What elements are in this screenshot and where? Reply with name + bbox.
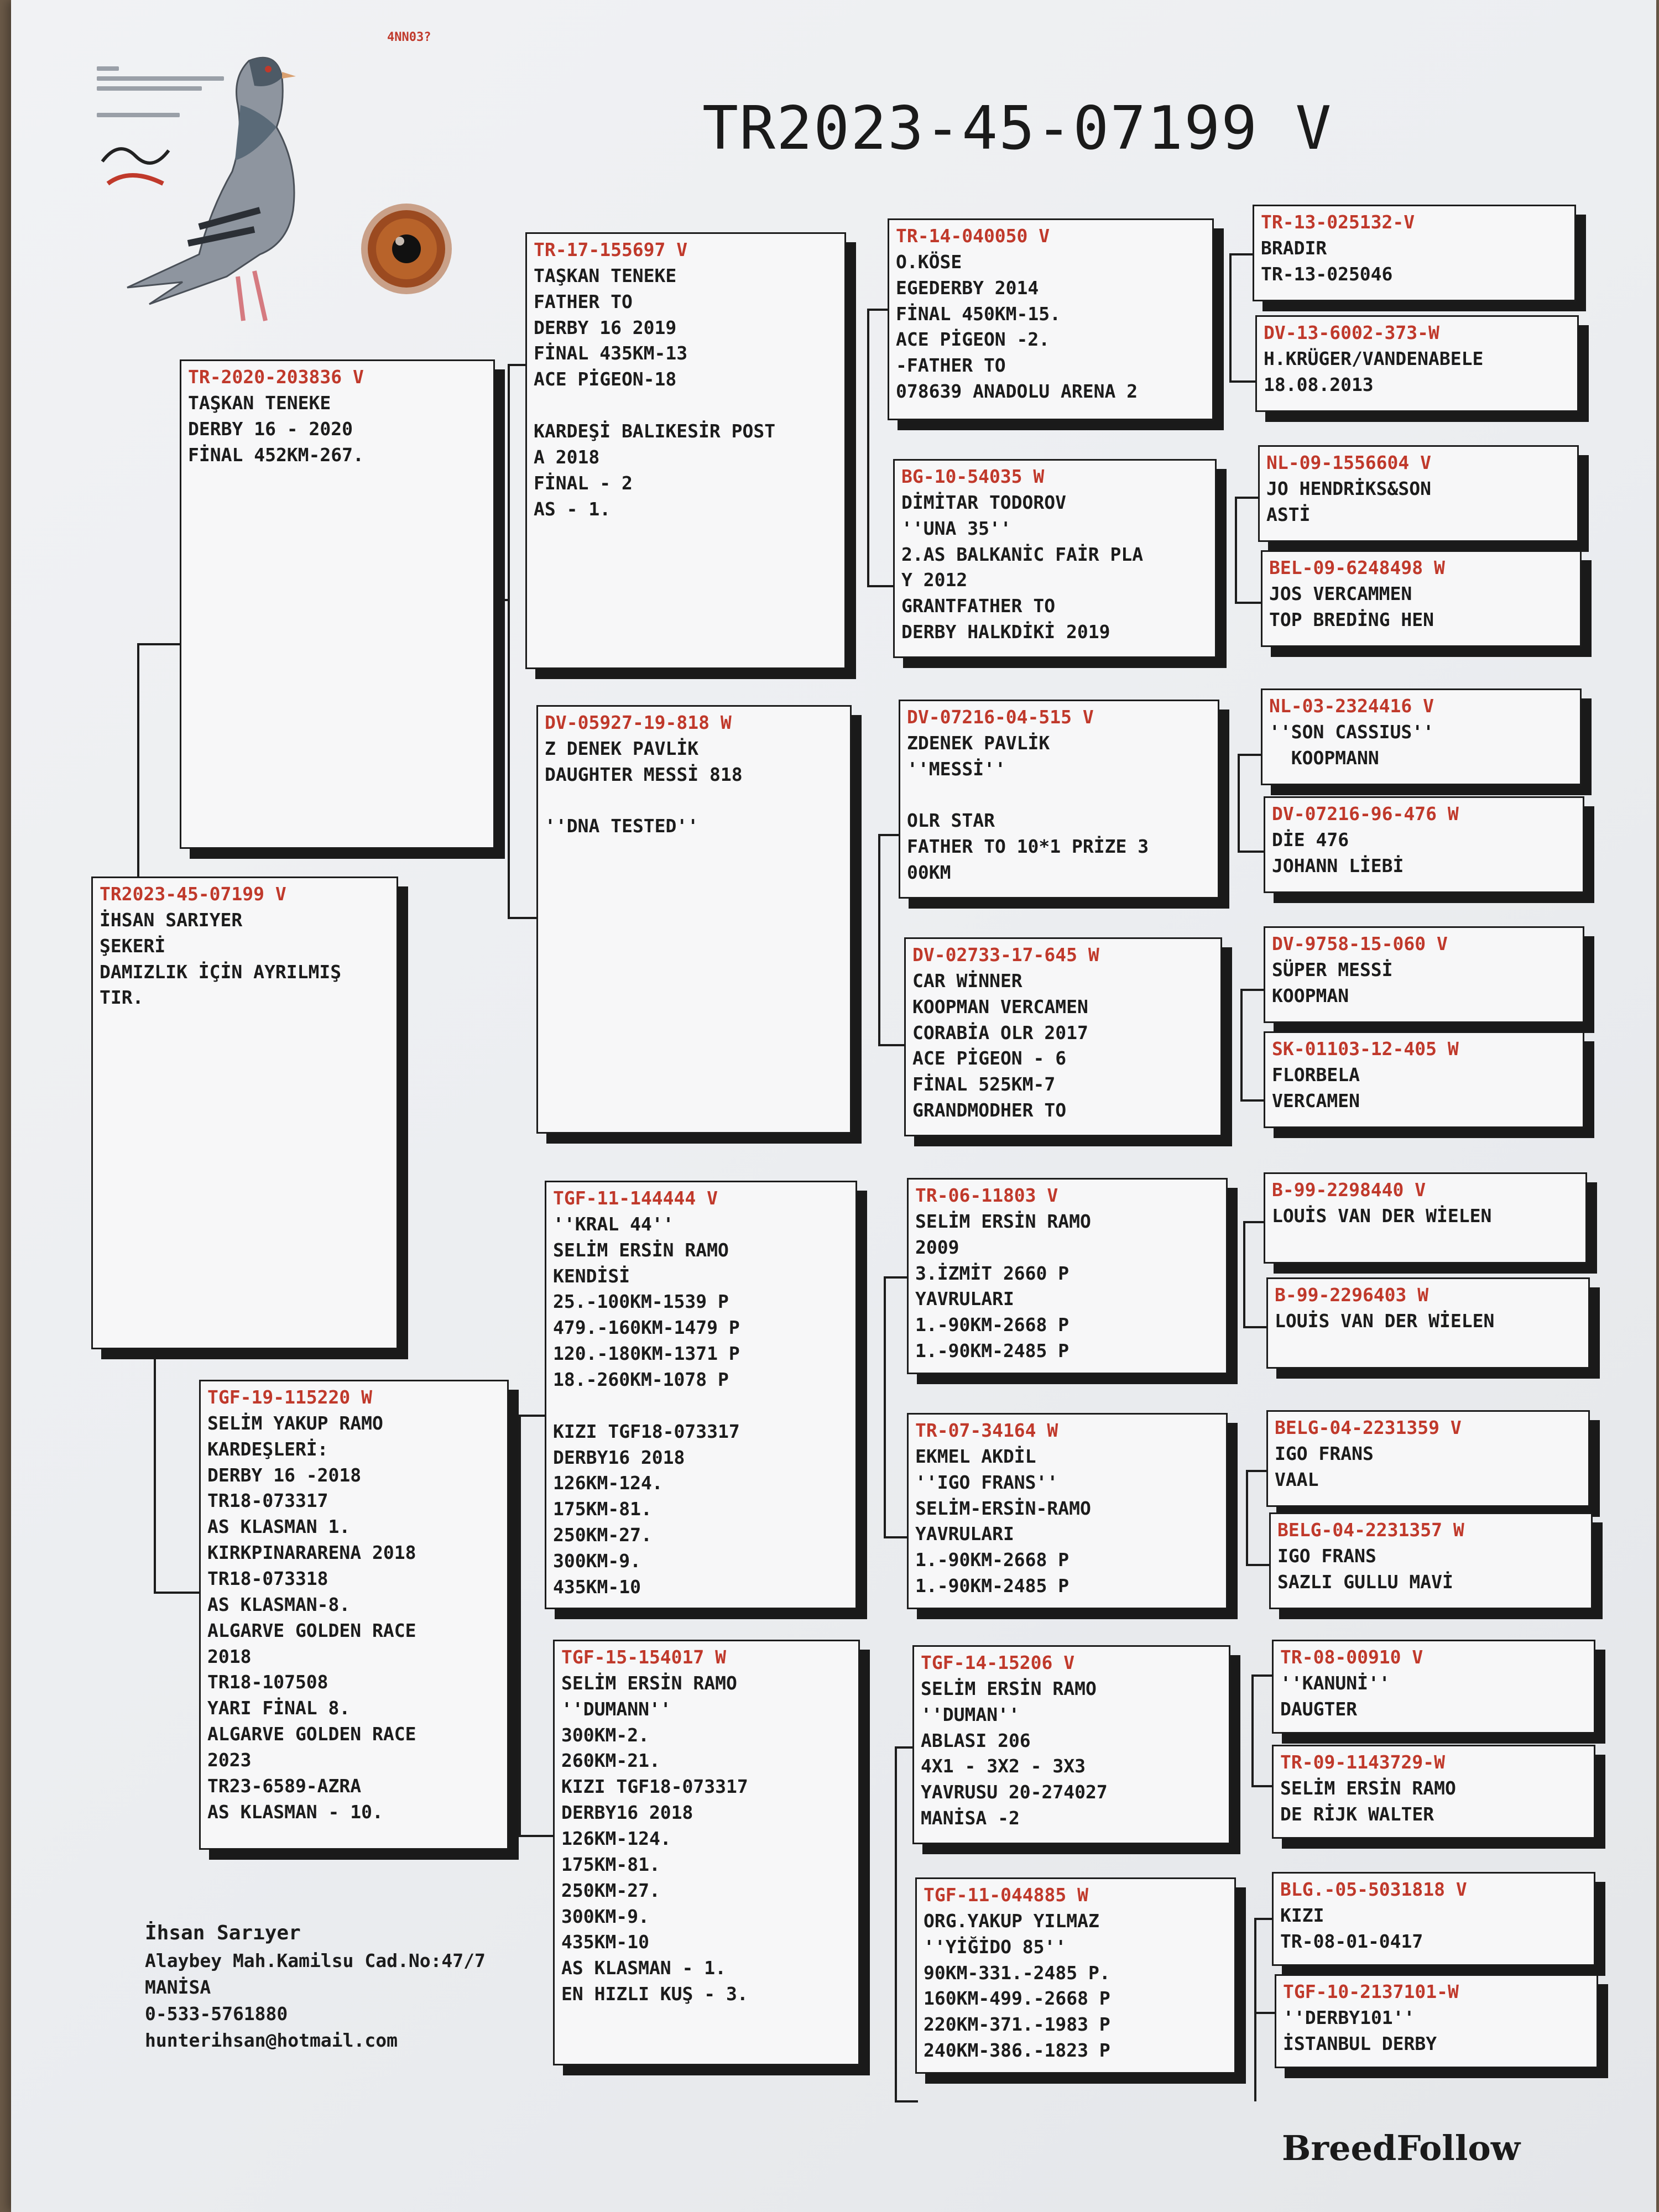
bird-info: Z DENEK PAVLİK DAUGHTER MESSİ 818 ''DNA TESTED'' bbox=[545, 737, 743, 837]
bird-info: O.KÖSE EGEDERBY 2014 FİNAL 450KM-15. ACE PİGEON -2. -FATHER TO 078639 ANADOLU ARENA 2 bbox=[896, 251, 1138, 403]
bird-info: JOS VERCAMMEN TOP BREDİNG HEN bbox=[1269, 582, 1434, 630]
pedigree-box-sire-sire bbox=[525, 232, 846, 669]
ring-number: TR-13-025132-V bbox=[1261, 211, 1415, 233]
bird-info: TAŞKAN TENEKE DERBY 16 - 2020 FİNAL 452KM-267. bbox=[188, 392, 364, 466]
pedigree-box-g11 bbox=[1266, 1410, 1590, 1507]
bird-info: LOUİS VAN DER WİELEN bbox=[1275, 1310, 1495, 1332]
bird-info: ''SON CASSIUS'' KOOPMANN bbox=[1269, 721, 1434, 769]
ring-number: TGF-11-144444 V bbox=[553, 1187, 718, 1209]
brand-logo: BreedFollow bbox=[1282, 2128, 1521, 2168]
owner-address: Alaybey Mah.Kamilsu Cad.No:47/7 bbox=[145, 1950, 486, 1972]
bird-info: ''KRAL 44'' SELİM ERSİN RAMO KENDİSİ 25.-100KM-1539 P 479.-160KM-1479 P 120.-180KM-1371 P 18.-260KM-1078 P KIZI TGF18-073317 DERBY16 2018 126KM-124. 175KM-81. 250KM-27. 300KM-9. 435KM-10 bbox=[553, 1213, 740, 1598]
pigeon-icon bbox=[116, 44, 365, 332]
ring-number: TR2023-45-07199 V bbox=[100, 883, 286, 905]
pedigree-box-g12 bbox=[1269, 1512, 1593, 1609]
ring-number: BLG.-05-5031818 V bbox=[1280, 1879, 1467, 1900]
page-title: TR2023-45-07199 V bbox=[702, 94, 1333, 163]
pedigree-box-sss bbox=[888, 218, 1214, 420]
ring-number: DV-13-6002-373-W bbox=[1264, 322, 1439, 343]
ring-number: DV-07216-96-476 W bbox=[1272, 803, 1459, 825]
bird-info: ORG.YAKUP YILMAZ ''YİĞİDO 85'' 90KM-331.-2485 P. 160KM-499.-2668 P 220KM-371.-1983 P 240KM-386.-1823 P bbox=[924, 1910, 1110, 2062]
owner-contact bbox=[145, 1919, 486, 2054]
ring-number: DV-05927-19-818 W bbox=[545, 712, 732, 733]
owner-name: İhsan Sarıyer bbox=[145, 1922, 301, 1944]
bird-info: ''DERBY101'' İSTANBUL DERBY bbox=[1283, 2006, 1437, 2054]
pedigree-box-g13 bbox=[1272, 1640, 1595, 1734]
bird-info: IGO FRANS VAAL bbox=[1275, 1442, 1374, 1490]
pedigree-box-g1 bbox=[1253, 205, 1576, 301]
ring-number: TR-07-34164 W bbox=[915, 1420, 1058, 1441]
pedigree-box-sdd bbox=[904, 937, 1222, 1136]
bird-info: H.KRÜGER/VANDENABELE 18.08.2013 bbox=[1264, 347, 1484, 395]
corner-number: 4NN03? bbox=[387, 30, 431, 44]
pedigree-box-sire bbox=[180, 359, 495, 849]
ring-number: NL-09-1556604 V bbox=[1266, 452, 1432, 473]
pedigree-box-dds bbox=[912, 1645, 1230, 1844]
ring-number: TR-2020-203836 V bbox=[188, 366, 364, 388]
bird-info: ZDENEK PAVLİK ''MESSİ'' OLR STAR FATHER TO 10*1 PRİZE 3 00KM bbox=[907, 732, 1149, 884]
pedigree-box-sds bbox=[899, 700, 1219, 899]
ring-number: TR-09-1143729-W bbox=[1280, 1751, 1446, 1773]
pedigree-box-dss bbox=[907, 1178, 1228, 1374]
bird-info: SELİM ERSİN RAMO 2009 3.İZMİT 2660 P YAVRULARI 1.-90KM-2668 P 1.-90KM-2485 P bbox=[915, 1210, 1091, 1362]
pedigree-box-g16 bbox=[1275, 1974, 1598, 2068]
pedigree-box-ssd bbox=[893, 459, 1217, 658]
pedigree-box-g8 bbox=[1264, 1031, 1584, 1128]
ring-number: TGF-14-15206 V bbox=[921, 1652, 1075, 1673]
bird-info: SELİM YAKUP RAMO KARDEŞLERİ: DERBY 16 -2018 TR18-073317 AS KLASMAN 1. KIRKPINARARENA 2018 TR18-073318 AS KLASMAN-8. ALGARVE GOLDEN RACE 2018 TR18-107508 YARI FİNAL 8. ALGARVE GOLDEN RACE 2023 TR23-6589-AZRA AS KLASMAN - 10. bbox=[207, 1412, 416, 1823]
ring-number: B-99-2298440 V bbox=[1272, 1179, 1426, 1201]
bird-info: SÜPER MESSİ KOOPMAN bbox=[1272, 958, 1393, 1006]
pedigree-box-subject bbox=[91, 877, 398, 1349]
pedigree-box-g9 bbox=[1264, 1172, 1587, 1264]
bird-info: DİMİTAR TODOROV ''UNA 35'' 2.AS BALKANİC FAİR PLA Y 2012 GRANTFATHER TO DERBY HALKDİKİ 2019 bbox=[901, 491, 1144, 643]
bird-info: İHSAN SARIYER ŞEKERİ DAMIZLIK İÇİN AYRILMIŞ TIR. bbox=[100, 909, 342, 1009]
pedigree-box-g3 bbox=[1258, 445, 1579, 542]
ring-number: TGF-11-044885 W bbox=[924, 1884, 1089, 1906]
ring-number: TGF-10-2137101-W bbox=[1283, 1981, 1459, 2002]
pedigree-box-sire-dam bbox=[536, 705, 852, 1134]
ring-number: DV-02733-17-645 W bbox=[912, 944, 1099, 966]
pedigree-box-dam-sire bbox=[545, 1181, 857, 1609]
owner-city: MANİSA bbox=[145, 1976, 211, 1999]
owner-email[interactable]: hunterihsan@hotmail.com bbox=[145, 2029, 398, 2051]
pedigree-box-g2 bbox=[1255, 315, 1579, 412]
pedigree-box-dam bbox=[199, 1380, 509, 1850]
bird-info: ''KANUNİ'' DAUGTER bbox=[1280, 1672, 1390, 1720]
pedigree-box-g15 bbox=[1272, 1872, 1595, 1966]
bird-info: CAR WİNNER KOOPMAN VERCAMEN CORABİA OLR 2017 ACE PİGEON - 6 FİNAL 525KM-7 GRANDMODHER TO bbox=[912, 969, 1088, 1121]
ring-number: TR-08-00910 V bbox=[1280, 1646, 1423, 1668]
bird-info: SELİM ERSİN RAMO ''DUMANN'' 300KM-2. 260KM-21. KIZI TGF18-073317 DERBY16 2018 126KM-124. 175KM-81. 250KM-27. 300KM-9. 435KM-10 AS KLASMAN - 1. EN HIZLI KUŞ - 3. bbox=[561, 1672, 748, 2005]
pigeon-eye-icon bbox=[357, 199, 456, 299]
bird-info: IGO FRANS SAZLI GULLU MAVİ bbox=[1277, 1545, 1453, 1593]
owner-phone: 0-533-5761880 bbox=[145, 2002, 288, 2025]
bird-info: FLORBELA VERCAMEN bbox=[1272, 1063, 1360, 1112]
ring-number: TGF-19-115220 W bbox=[207, 1386, 373, 1408]
ring-number: DV-9758-15-060 V bbox=[1272, 933, 1448, 954]
bird-info: BRADIR TR-13-025046 bbox=[1261, 237, 1393, 285]
pedigree-box-g5 bbox=[1261, 688, 1582, 785]
ring-number: NL-03-2324416 V bbox=[1269, 695, 1434, 717]
ring-number: TR-17-155697 V bbox=[534, 239, 688, 260]
ring-number: BG-10-54035 W bbox=[901, 466, 1045, 487]
ring-number: TGF-15-154017 W bbox=[561, 1646, 727, 1668]
bird-info: TAŞKAN TENEKE FATHER TO DERBY 16 2019 FİNAL 435KM-13 ACE PİGEON-18 KARDEŞİ BALIKESİR POST A 2018 FİNAL - 2 AS - 1. bbox=[534, 264, 776, 520]
bird-info: SELİM ERSİN RAMO DE RİJK WALTER bbox=[1280, 1777, 1456, 1825]
bird-info: JO HENDRİKS&SON ASTİ bbox=[1266, 477, 1432, 525]
bird-info: EKMEL AKDİL ''IGO FRANS'' SELİM-ERSİN-RAMO YAVRULARI 1.-90KM-2668 P 1.-90KM-2485 P bbox=[915, 1445, 1091, 1597]
ring-number: DV-07216-04-515 V bbox=[907, 706, 1094, 728]
ring-number: B-99-2296403 W bbox=[1275, 1284, 1429, 1306]
pedigree-box-g6 bbox=[1264, 796, 1584, 893]
bird-info: DİE 476 JOHANN LİEBİ bbox=[1272, 828, 1404, 877]
ring-number: TR-14-040050 V bbox=[896, 225, 1050, 247]
ring-number: TR-06-11803 V bbox=[915, 1185, 1058, 1206]
pedigree-box-ddd bbox=[915, 1877, 1236, 2074]
ring-number: BELG-04-2231357 W bbox=[1277, 1519, 1464, 1541]
pedigree-box-g4 bbox=[1261, 550, 1582, 647]
ring-number: BELG-04-2231359 V bbox=[1275, 1417, 1462, 1438]
bird-info: LOUİS VAN DER WİELEN bbox=[1272, 1204, 1492, 1227]
bird-info: KIZI TR-08-01-0417 bbox=[1280, 1904, 1423, 1952]
ring-number: BEL-09-6248498 W bbox=[1269, 557, 1445, 578]
pedigree-box-dam-dam bbox=[553, 1640, 860, 2065]
pedigree-box-g7 bbox=[1264, 926, 1584, 1023]
ring-number: SK-01103-12-405 W bbox=[1272, 1038, 1459, 1060]
bird-info: SELİM ERSİN RAMO ''DUMAN'' ABLASI 206 4X1 - 3X2 - 3X3 YAVRUSU 20-274027 MANİSA -2 bbox=[921, 1677, 1108, 1829]
pedigree-box-g14 bbox=[1272, 1745, 1595, 1839]
pedigree-box-dsd bbox=[907, 1413, 1228, 1609]
pedigree-box-g10 bbox=[1266, 1277, 1590, 1369]
